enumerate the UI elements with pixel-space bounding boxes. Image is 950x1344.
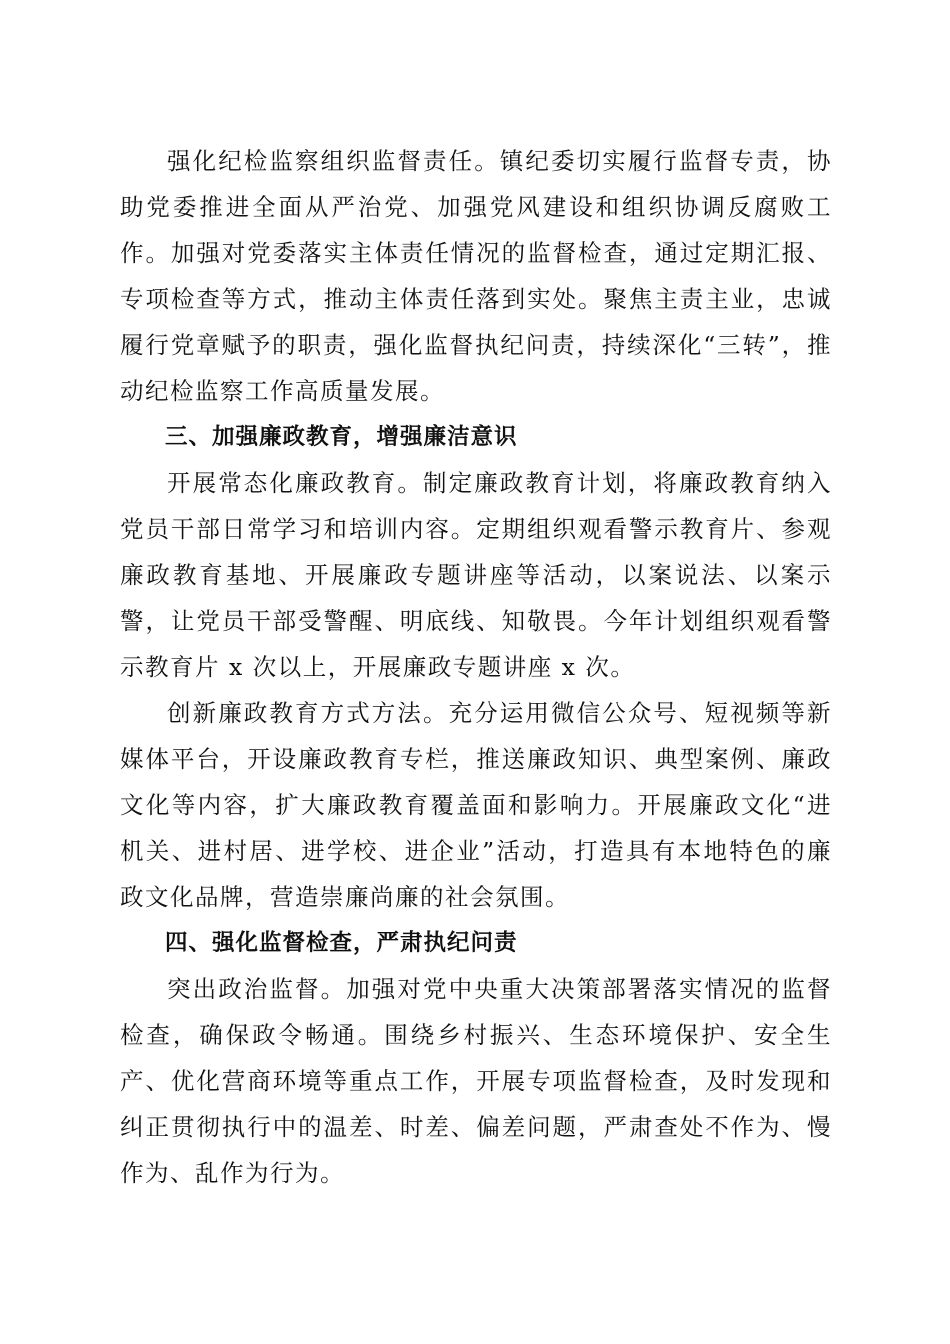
paragraph-regular-education: 开展常态化廉政教育。制定廉政教育计划，将廉政教育纳入党员干部日常学习和培训内容。定期组织观看警示教育片、参观廉政教育基地、开展廉政专题讲座等活动，以案说法、以案示警，让党员干部受警醒、明底线、知敬畏。今年计划组织观看警示教育片 x 次以上，开展廉政专题讲座 x 次。 — [120, 469, 832, 681]
document-page — [120, 138, 832, 1196]
section-heading-three: 三、加强廉政教育，增强廉洁意识 — [165, 424, 518, 450]
paragraph-innovative-education: 创新廉政教育方式方法。充分运用微信公众号、短视频等新媒体平台，开设廉政教育专栏，推送廉政知识、典型案例、廉政文化等内容，扩大廉政教育覆盖面和影响力。开展廉政文化“进机关、进村居、进学校、进企业”活动，打造具有本地特色的廉政文化品牌，营造崇廉尚廉的社会氛围。 — [120, 699, 832, 911]
paragraph-political-supervision: 突出政治监督。加强对党中央重大决策部署落实情况的监督检查，确保政令畅通。围绕乡村振兴、生态环境保护、安全生产、优化营商环境等重点工作，开展专项监督检查，及时发现和纠正贯彻执行中的温差、时差、偏差问题，严肃查处不作为、慢作为、乱作为行为。 — [120, 975, 832, 1187]
section-heading-four: 四、强化监督检查，严肃执纪问责 — [165, 930, 518, 956]
paragraph-supervision-responsibility: 强化纪检监察组织监督责任。镇纪委切实履行监督专责，协助党委推进全面从严治党、加强党风建设和组织协调反腐败工作。加强对党委落实主体责任情况的监督检查，通过定期汇报、专项检查等方式，推动主体责任落到实处。聚焦主责主业，忠诚履行党章赋予的职责，强化监督执纪问责，持续深化“三转”，推动纪检监察工作高质量发展。 — [120, 147, 832, 405]
